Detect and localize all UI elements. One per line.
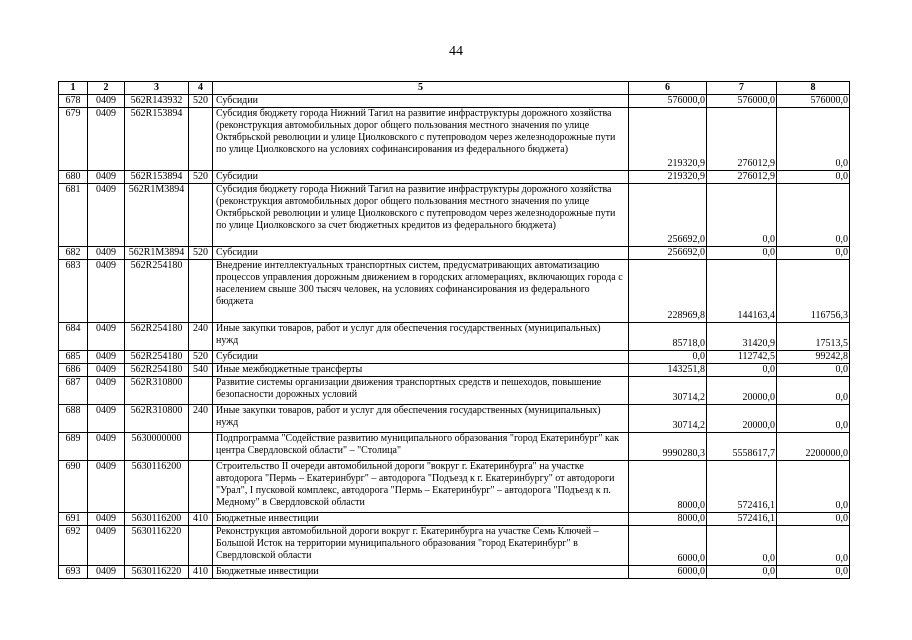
amount-col-8: 0,0 [777,108,850,171]
row-description: Субсидия бюджету города Нижний Тагил на развитие инфраструктуры дорожного хозяйства (реконструкция автомобильных дорог общего пользования местного значения по улице Октябрьской революции и улице Циолковского с путепроводом через железнодорожные пути по улице Циолковского на условиях софинансирования из федерального бюджета) [213,108,629,171]
amount-col-7: 20000,0 [707,405,777,433]
target-article-code: 562R254180 [125,323,189,351]
row-number: 685 [59,351,88,364]
row-number: 684 [59,323,88,351]
section-code: 0409 [88,526,125,566]
amount-col-8: 17513,5 [777,323,850,351]
amount-col-6: 256692,0 [629,247,707,260]
amount-col-6: 85718,0 [629,323,707,351]
expense-type-code: 240 [189,323,213,351]
amount-col-6: 219320,9 [629,108,707,171]
expense-type-code: 240 [189,405,213,433]
expense-type-code [189,108,213,171]
expense-type-code [189,433,213,461]
target-article-code: 562R254180 [125,351,189,364]
row-description: Внедрение интеллектуальных транспортных систем, предусматривающих автоматизацию процессов управления дорожным движением в городских агломерациях, включающих города с населением свыше 300 тысяч человек, на условиях софинансирования из федерального бюджета [213,260,629,323]
amount-col-6: 576000,0 [629,95,707,108]
col-header-8: 8 [777,82,850,95]
table-row [59,323,850,351]
amount-col-7: 0,0 [707,364,777,377]
row-number: 692 [59,526,88,566]
target-article-code: 5630000000 [125,433,189,461]
expense-type-code: 540 [189,364,213,377]
expense-type-code [189,377,213,405]
section-code: 0409 [88,566,125,579]
amount-col-7: 276012,9 [707,108,777,171]
expense-type-code [189,184,213,247]
amount-col-7: 0,0 [707,247,777,260]
amount-col-7: 276012,9 [707,171,777,184]
expense-type-code: 520 [189,95,213,108]
row-number: 687 [59,377,88,405]
target-article-code: 562R254180 [125,260,189,323]
row-description: Субсидия бюджету города Нижний Тагил на развитие инфраструктуры дорожного хозяйства (реконструкция автомобильных дорог общего пользования местного значения по улице Октябрьской революции и улице Циолковского с путепроводом через железнодорожные пути по улице Циолковского за счет бюджетных кредитов из федерального бюджета) [213,184,629,247]
expense-type-code: 520 [189,351,213,364]
section-code: 0409 [88,184,125,247]
table-row [59,364,850,377]
amount-col-6: 30714,2 [629,377,707,405]
amount-col-6: 219320,9 [629,171,707,184]
amount-col-7: 144163,4 [707,260,777,323]
amount-col-8: 0,0 [777,377,850,405]
section-code: 0409 [88,247,125,260]
amount-col-7: 31420,9 [707,323,777,351]
target-article-code: 5630116220 [125,526,189,566]
section-code: 0409 [88,108,125,171]
amount-col-8: 576000,0 [777,95,850,108]
table-row [59,566,850,579]
table-row [59,247,850,260]
target-article-code: 562R153894 [125,108,189,171]
row-description: Субсидии [213,95,629,108]
col-header-6: 6 [629,82,707,95]
expense-type-code: 410 [189,566,213,579]
table-row [59,377,850,405]
amount-col-6: 143251,8 [629,364,707,377]
section-code: 0409 [88,351,125,364]
amount-col-8: 0,0 [777,184,850,247]
row-description: Иные закупки товаров, работ и услуг для обеспечения государственных (муниципальных) нужд [213,405,629,433]
amount-col-6: 256692,0 [629,184,707,247]
row-number: 683 [59,260,88,323]
header-row [59,82,850,95]
section-code: 0409 [88,260,125,323]
amount-col-8: 2200000,0 [777,433,850,461]
section-code: 0409 [88,323,125,351]
row-number: 693 [59,566,88,579]
row-number: 690 [59,461,88,513]
table-row [59,351,850,364]
row-number: 691 [59,513,88,526]
budget-table [58,81,850,579]
section-code: 0409 [88,171,125,184]
row-number: 682 [59,247,88,260]
row-number: 679 [59,108,88,171]
section-code: 0409 [88,405,125,433]
amount-col-7: 0,0 [707,566,777,579]
amount-col-6: 8000,0 [629,461,707,513]
table-row [59,461,850,513]
row-description: Иные межбюджетные трансферты [213,364,629,377]
section-code: 0409 [88,95,125,108]
amount-col-7: 0,0 [707,526,777,566]
amount-col-8: 0,0 [777,364,850,377]
row-number: 681 [59,184,88,247]
target-article-code: 562R310800 [125,405,189,433]
row-description: Подпрограмма "Содействие развитию муниципального образования "город Екатеринбург" как центра Свердловской области" – "Столица" [213,433,629,461]
row-description: Бюджетные инвестиции [213,513,629,526]
amount-col-8: 116756,3 [777,260,850,323]
amount-col-7: 576000,0 [707,95,777,108]
expense-type-code: 520 [189,171,213,184]
col-header-4: 4 [189,82,213,95]
amount-col-8: 0,0 [777,247,850,260]
target-article-code: 562R1M3894 [125,184,189,247]
expense-type-code [189,461,213,513]
amount-col-8: 0,0 [777,461,850,513]
row-description: Субсидии [213,351,629,364]
section-code: 0409 [88,461,125,513]
expense-type-code: 520 [189,247,213,260]
table-row [59,260,850,323]
table-row [59,405,850,433]
col-header-1: 1 [59,82,88,95]
table-row [59,526,850,566]
table-row [59,95,850,108]
amount-col-6: 6000,0 [629,566,707,579]
target-article-code: 5630116200 [125,461,189,513]
table-row [59,108,850,171]
row-description: Развитие системы организации движения транспортных средств и пешеходов, повышение безопасности дорожных условий [213,377,629,405]
table-row [59,433,850,461]
amount-col-8: 0,0 [777,171,850,184]
expense-type-code [189,260,213,323]
row-description: Субсидии [213,171,629,184]
amount-col-7: 20000,0 [707,377,777,405]
amount-col-7: 112742,5 [707,351,777,364]
table-row [59,184,850,247]
section-code: 0409 [88,377,125,405]
row-description: Субсидии [213,247,629,260]
row-description: Иные закупки товаров, работ и услуг для обеспечения государственных (муниципальных) нужд [213,323,629,351]
row-number: 678 [59,95,88,108]
amount-col-6: 8000,0 [629,513,707,526]
amount-col-6: 30714,2 [629,405,707,433]
table-row [59,171,850,184]
row-number: 688 [59,405,88,433]
amount-col-6: 0,0 [629,351,707,364]
row-description: Реконструкция автомобильной дороги вокруг г. Екатеринбурга на участке Семь Ключей – Большой Исток на территории муниципального образования "город Екатеринбург" в Свердловской области [213,526,629,566]
target-article-code: 562R254180 [125,364,189,377]
col-header-7: 7 [707,82,777,95]
section-code: 0409 [88,433,125,461]
amount-col-7: 0,0 [707,184,777,247]
col-header-3: 3 [125,82,189,95]
amount-col-8: 0,0 [777,405,850,433]
amount-col-6: 228969,8 [629,260,707,323]
row-description: Бюджетные инвестиции [213,566,629,579]
section-code: 0409 [88,513,125,526]
target-article-code: 5630116220 [125,566,189,579]
expense-type-code [189,526,213,566]
target-article-code: 562R310800 [125,377,189,405]
section-code: 0409 [88,364,125,377]
target-article-code: 5630116200 [125,513,189,526]
col-header-2: 2 [88,82,125,95]
table-body [59,95,850,579]
expense-type-code: 410 [189,513,213,526]
amount-col-8: 0,0 [777,526,850,566]
target-article-code: 562R153894 [125,171,189,184]
amount-col-8: 0,0 [777,513,850,526]
target-article-code: 562R143932 [125,95,189,108]
target-article-code: 562R1M3894 [125,247,189,260]
table-row [59,513,850,526]
amount-col-8: 0,0 [777,566,850,579]
row-number: 686 [59,364,88,377]
col-header-5: 5 [213,82,629,95]
amount-col-7: 5558617,7 [707,433,777,461]
row-number: 680 [59,171,88,184]
amount-col-8: 99242,8 [777,351,850,364]
amount-col-6: 9990280,3 [629,433,707,461]
amount-col-6: 6000,0 [629,526,707,566]
page-number: 44 [449,44,463,59]
row-number: 689 [59,433,88,461]
amount-col-7: 572416,1 [707,513,777,526]
amount-col-7: 572416,1 [707,461,777,513]
row-description: Строительство II очереди автомобильной дороги "вокруг г. Екатеринбурга" на участке автодорога "Пермь – Екатеринбург" – автодорога "Подъезд к г. Екатеринбургу" от автодороги "Урал", I пусковой комплекс, автодорога "Пермь – Екатеринбург" – автодорога "Подъезд к п. Медному" в Свердловской области [213,461,629,513]
